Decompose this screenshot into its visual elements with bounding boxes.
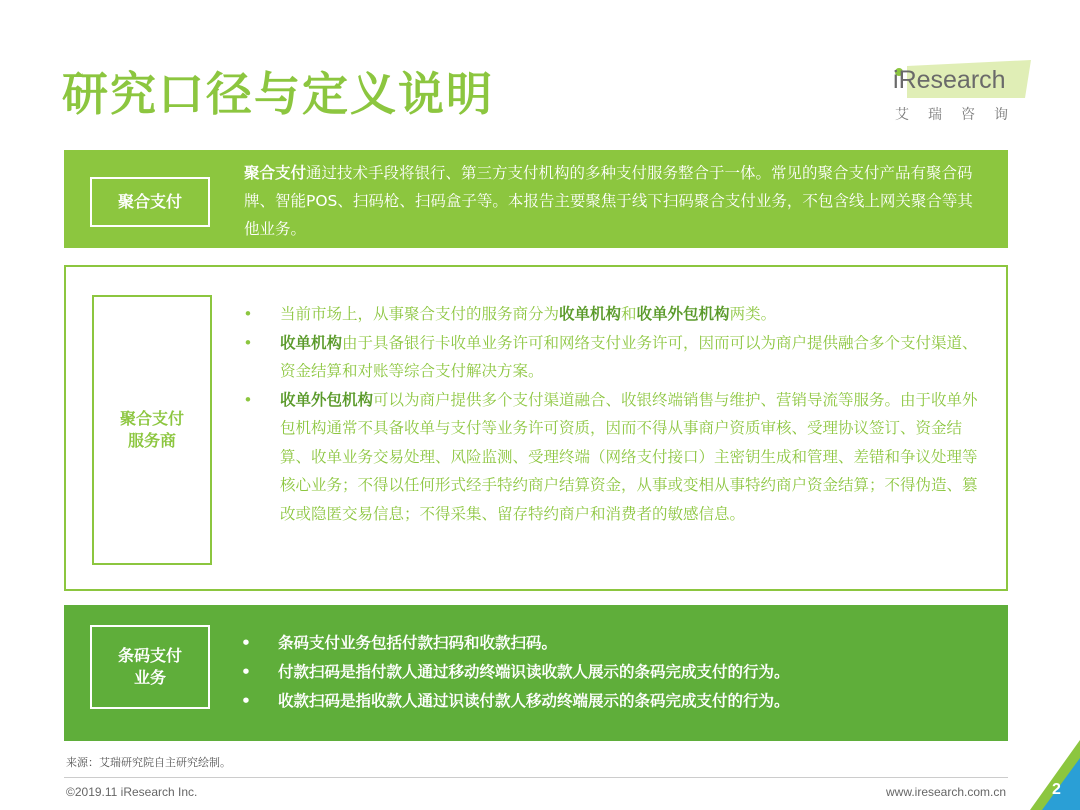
footer-divider: [64, 777, 1008, 778]
item-text: 是指收款人通过识读付款人移动终端展示的条码完成支付的行为。: [340, 692, 790, 710]
logo-research: Research: [898, 66, 1006, 94]
item-term: 付款扫码: [278, 663, 341, 681]
website-link[interactable]: www.iresearch.com.cn: [886, 785, 1007, 799]
item-text: 是指付款人通过移动终端识读收款人展示的条码完成支付的行为。: [340, 663, 790, 681]
section-label: 聚合支付: [90, 177, 210, 227]
label-line: 条码支付: [117, 646, 182, 665]
item-text: 两类。: [729, 305, 777, 323]
page-number: 2: [1052, 781, 1061, 798]
section-aggregate-payment: [64, 150, 1008, 248]
copyright: ©2019.11 iResearch Inc.: [66, 785, 198, 799]
logo-wordmark: [893, 66, 1006, 95]
label-line: 服务商: [127, 431, 176, 450]
section-description: [244, 159, 984, 243]
item-text: 和: [621, 305, 637, 323]
list-item: [240, 658, 990, 687]
logo-chinese: 艾瑞咨询: [895, 107, 1027, 123]
bullet-icon: •: [241, 692, 251, 710]
term-bold: 聚合支付: [244, 164, 307, 182]
item-term: 收单外包机构: [280, 390, 374, 409]
list-item: [240, 687, 990, 716]
item-text: 由于具备银行卡收单业务许可和网络支付业务许可，因而可以为商户提供融合多个支付渠道、资金结算和对账等综合支付解决方案。: [280, 333, 978, 380]
source-note: 来源：艾瑞研究院自主研究绘制。: [66, 756, 231, 769]
bullet-list: [240, 629, 990, 716]
list-item: [240, 629, 990, 658]
page-title: 研究口径与定义说明: [62, 67, 494, 121]
section-service-provider: [64, 265, 1008, 591]
item-term: 收单机构: [559, 305, 622, 323]
section-label: [90, 625, 210, 709]
item-text: 包括付款扫码和收款扫码。: [371, 634, 558, 652]
list-item: [242, 329, 992, 386]
description-text: 通过技术手段将银行、第三方支付机构的多种支付服务整合于一体。常见的聚合支付产品有聚合码牌、智能POS、扫码枪、扫码盒子等。本报告主要聚焦于线下扫码聚合支付业务，不包含线上网关聚合等其他业务。: [244, 164, 973, 238]
item-text: 当前市场上，从事聚合支付的服务商分为: [280, 305, 560, 323]
bullet-icon: •: [241, 634, 251, 652]
label-line: 聚合支付: [119, 409, 184, 428]
bullet-icon: •: [243, 333, 253, 352]
logo-i: i: [893, 66, 899, 94]
bullet-icon: •: [241, 663, 251, 681]
item-term: 收款扫码: [278, 692, 341, 710]
list-item: [242, 300, 992, 329]
section-barcode-payment: [64, 605, 1008, 741]
section-label: [92, 295, 212, 565]
item-term: 条码支付业务: [278, 634, 372, 652]
item-text: 可以为商户提供多个支付渠道融合、收银终端销售与维护、营销导流等服务。由于收单外包机构通常不具备收单与支付等业务许可资质，因而不得从事商户资质审核、受理协议签订、资金结算、收单业务交易处理、风险监测、受理终端（网络支付接口）主密钥生成和管理、差错和争议处理等核心业务；不得以任何形式经手特约商户结算资金，从事或变相从事特约商户资金结算；不得伪造、篡改或隐匿交易信息；不得采集、留存特约商户和消费者的敏感信息。: [280, 390, 978, 523]
corner-decoration-icon: [1030, 740, 1080, 810]
bullet-icon: •: [243, 390, 253, 409]
label-line: 业务: [133, 668, 166, 687]
item-term: 收单外包机构: [636, 305, 730, 323]
list-item: [242, 386, 992, 529]
iresearch-logo: [893, 58, 1033, 128]
bullet-list: [242, 300, 992, 528]
bullet-icon: •: [243, 305, 253, 323]
item-term: 收单机构: [280, 333, 343, 352]
